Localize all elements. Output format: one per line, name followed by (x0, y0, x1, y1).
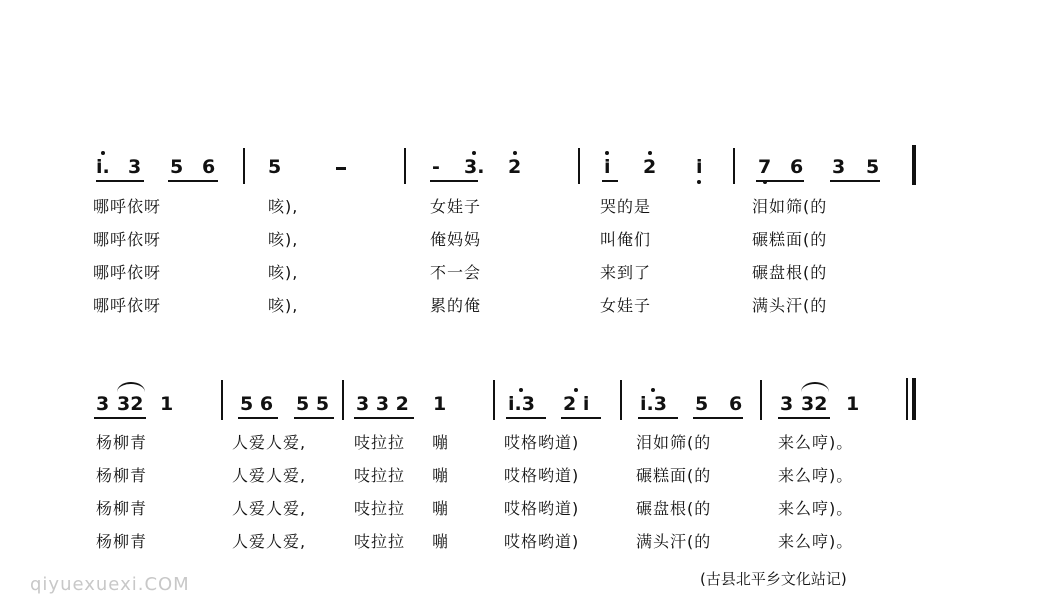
note: 3 (96, 393, 110, 415)
note: 6 (729, 393, 743, 415)
lyric: 俺妈妈 (430, 230, 482, 249)
note: 2 (508, 156, 522, 178)
lyric: 哎格哟道) (504, 433, 580, 452)
bar-line (493, 380, 495, 420)
note: 3 3 2 (356, 393, 409, 415)
bar-line (221, 380, 223, 420)
lyric: 哭的是 (600, 197, 652, 216)
note: i (696, 156, 703, 178)
beam-underline (294, 417, 334, 419)
lyric: 人爱人爱, (232, 466, 307, 485)
note: i.3 (508, 393, 535, 415)
note: 5 (268, 156, 282, 178)
lyric: 来么哼)。 (778, 466, 854, 485)
beam-underline (638, 417, 678, 419)
lyric: 吱拉拉 (354, 499, 406, 518)
lyric: 吱拉拉 (354, 466, 406, 485)
final-bar-line (912, 378, 916, 420)
beam-underline (561, 417, 601, 419)
lyric: 咳), (268, 197, 299, 216)
lyric: 来么哼)。 (778, 433, 854, 452)
note: 6 (790, 156, 804, 178)
note: 7 (758, 156, 772, 178)
beam-underline (756, 180, 804, 182)
note: 6 (202, 156, 216, 178)
bar-line (912, 145, 916, 185)
lyric: 来么哼)。 (778, 499, 854, 518)
beam-underline (354, 417, 414, 419)
beam-underline (94, 417, 146, 419)
note: 32 (801, 393, 828, 415)
lyric: 嘣 (432, 433, 450, 452)
beam-underline (602, 180, 618, 182)
lyric: 碾盘根(的 (752, 263, 828, 282)
note: 5 6 (240, 393, 274, 415)
note: 5 (170, 156, 184, 178)
note: i. (96, 156, 110, 178)
lyric: 叫俺们 (600, 230, 652, 249)
watermark-text: qiyuexuexi.COM (30, 574, 190, 595)
lyric: 泪如筛(的 (636, 433, 712, 452)
note: 5 (866, 156, 880, 178)
dash (336, 167, 346, 170)
lyric: 吱拉拉 (354, 433, 406, 452)
lyric: 人爱人爱, (232, 499, 307, 518)
lyric: 碾糕面(的 (636, 466, 712, 485)
note: 3 (832, 156, 846, 178)
note: - (432, 156, 440, 178)
note: 5 (695, 393, 709, 415)
note: 2 (643, 156, 657, 178)
lyric: 满头汗(的 (636, 532, 712, 551)
lyric: 哪呼依呀 (93, 230, 162, 249)
bar-line (760, 380, 762, 420)
note: 3 (128, 156, 142, 178)
bar-line (342, 380, 344, 420)
bar-line (906, 378, 908, 420)
lyric: 人爱人爱, (232, 433, 307, 452)
slur (117, 382, 145, 392)
lyric: 满头汗(的 (752, 296, 828, 315)
lyric: 咳), (268, 230, 299, 249)
beam-underline (96, 180, 144, 182)
note: 3 (780, 393, 794, 415)
beam-underline (830, 180, 880, 182)
bar-line (404, 148, 406, 184)
lyric: 嘣 (432, 499, 450, 518)
lyric: 人爱人爱, (232, 532, 307, 551)
lyric: 哪呼依呀 (93, 197, 162, 216)
lyric: 泪如筛(的 (752, 197, 828, 216)
lyric: 咳), (268, 296, 299, 315)
lyric: 碾盘根(的 (636, 499, 712, 518)
lyric: 哪呼依呀 (93, 296, 162, 315)
lyric: 吱拉拉 (354, 532, 406, 551)
note: 1 (846, 393, 860, 415)
bar-line (733, 148, 735, 184)
note: 32 (117, 393, 144, 415)
bar-line (578, 148, 580, 184)
note: i (604, 156, 611, 178)
note: 5 5 (296, 393, 330, 415)
lyric: 来么哼)。 (778, 532, 854, 551)
lyric: 咳), (268, 263, 299, 282)
lyric: 杨柳青 (96, 433, 148, 452)
lyric: 来到了 (600, 263, 652, 282)
beam-underline (778, 417, 830, 419)
lyric: 女娃子 (430, 197, 482, 216)
lyric: 不一会 (430, 263, 482, 282)
note: i.3 (640, 393, 667, 415)
bar-line (243, 148, 245, 184)
lyric: 哪呼依呀 (93, 263, 162, 282)
lyric: 哎格哟道) (504, 499, 580, 518)
slur (801, 382, 829, 392)
beam-underline (430, 180, 478, 182)
lyric: 杨柳青 (96, 532, 148, 551)
bar-line (620, 380, 622, 420)
note: 1 (160, 393, 174, 415)
lyric: 嘣 (432, 466, 450, 485)
beam-underline (238, 417, 278, 419)
beam-underline (506, 417, 546, 419)
note: 2 i (563, 393, 590, 415)
lyric: 哎格哟道) (504, 532, 580, 551)
lyric: 累的俺 (430, 296, 482, 315)
note: 3. (464, 156, 485, 178)
lyric: 杨柳青 (96, 499, 148, 518)
lyric: 嘣 (432, 532, 450, 551)
note: 1 (433, 393, 447, 415)
source-note: (古县北平乡文化站记) (700, 570, 847, 588)
lyric: 碾糕面(的 (752, 230, 828, 249)
lyric: 杨柳青 (96, 466, 148, 485)
beam-underline (693, 417, 743, 419)
beam-underline (168, 180, 218, 182)
lyric: 女娃子 (600, 296, 652, 315)
lyric: 哎格哟道) (504, 466, 580, 485)
